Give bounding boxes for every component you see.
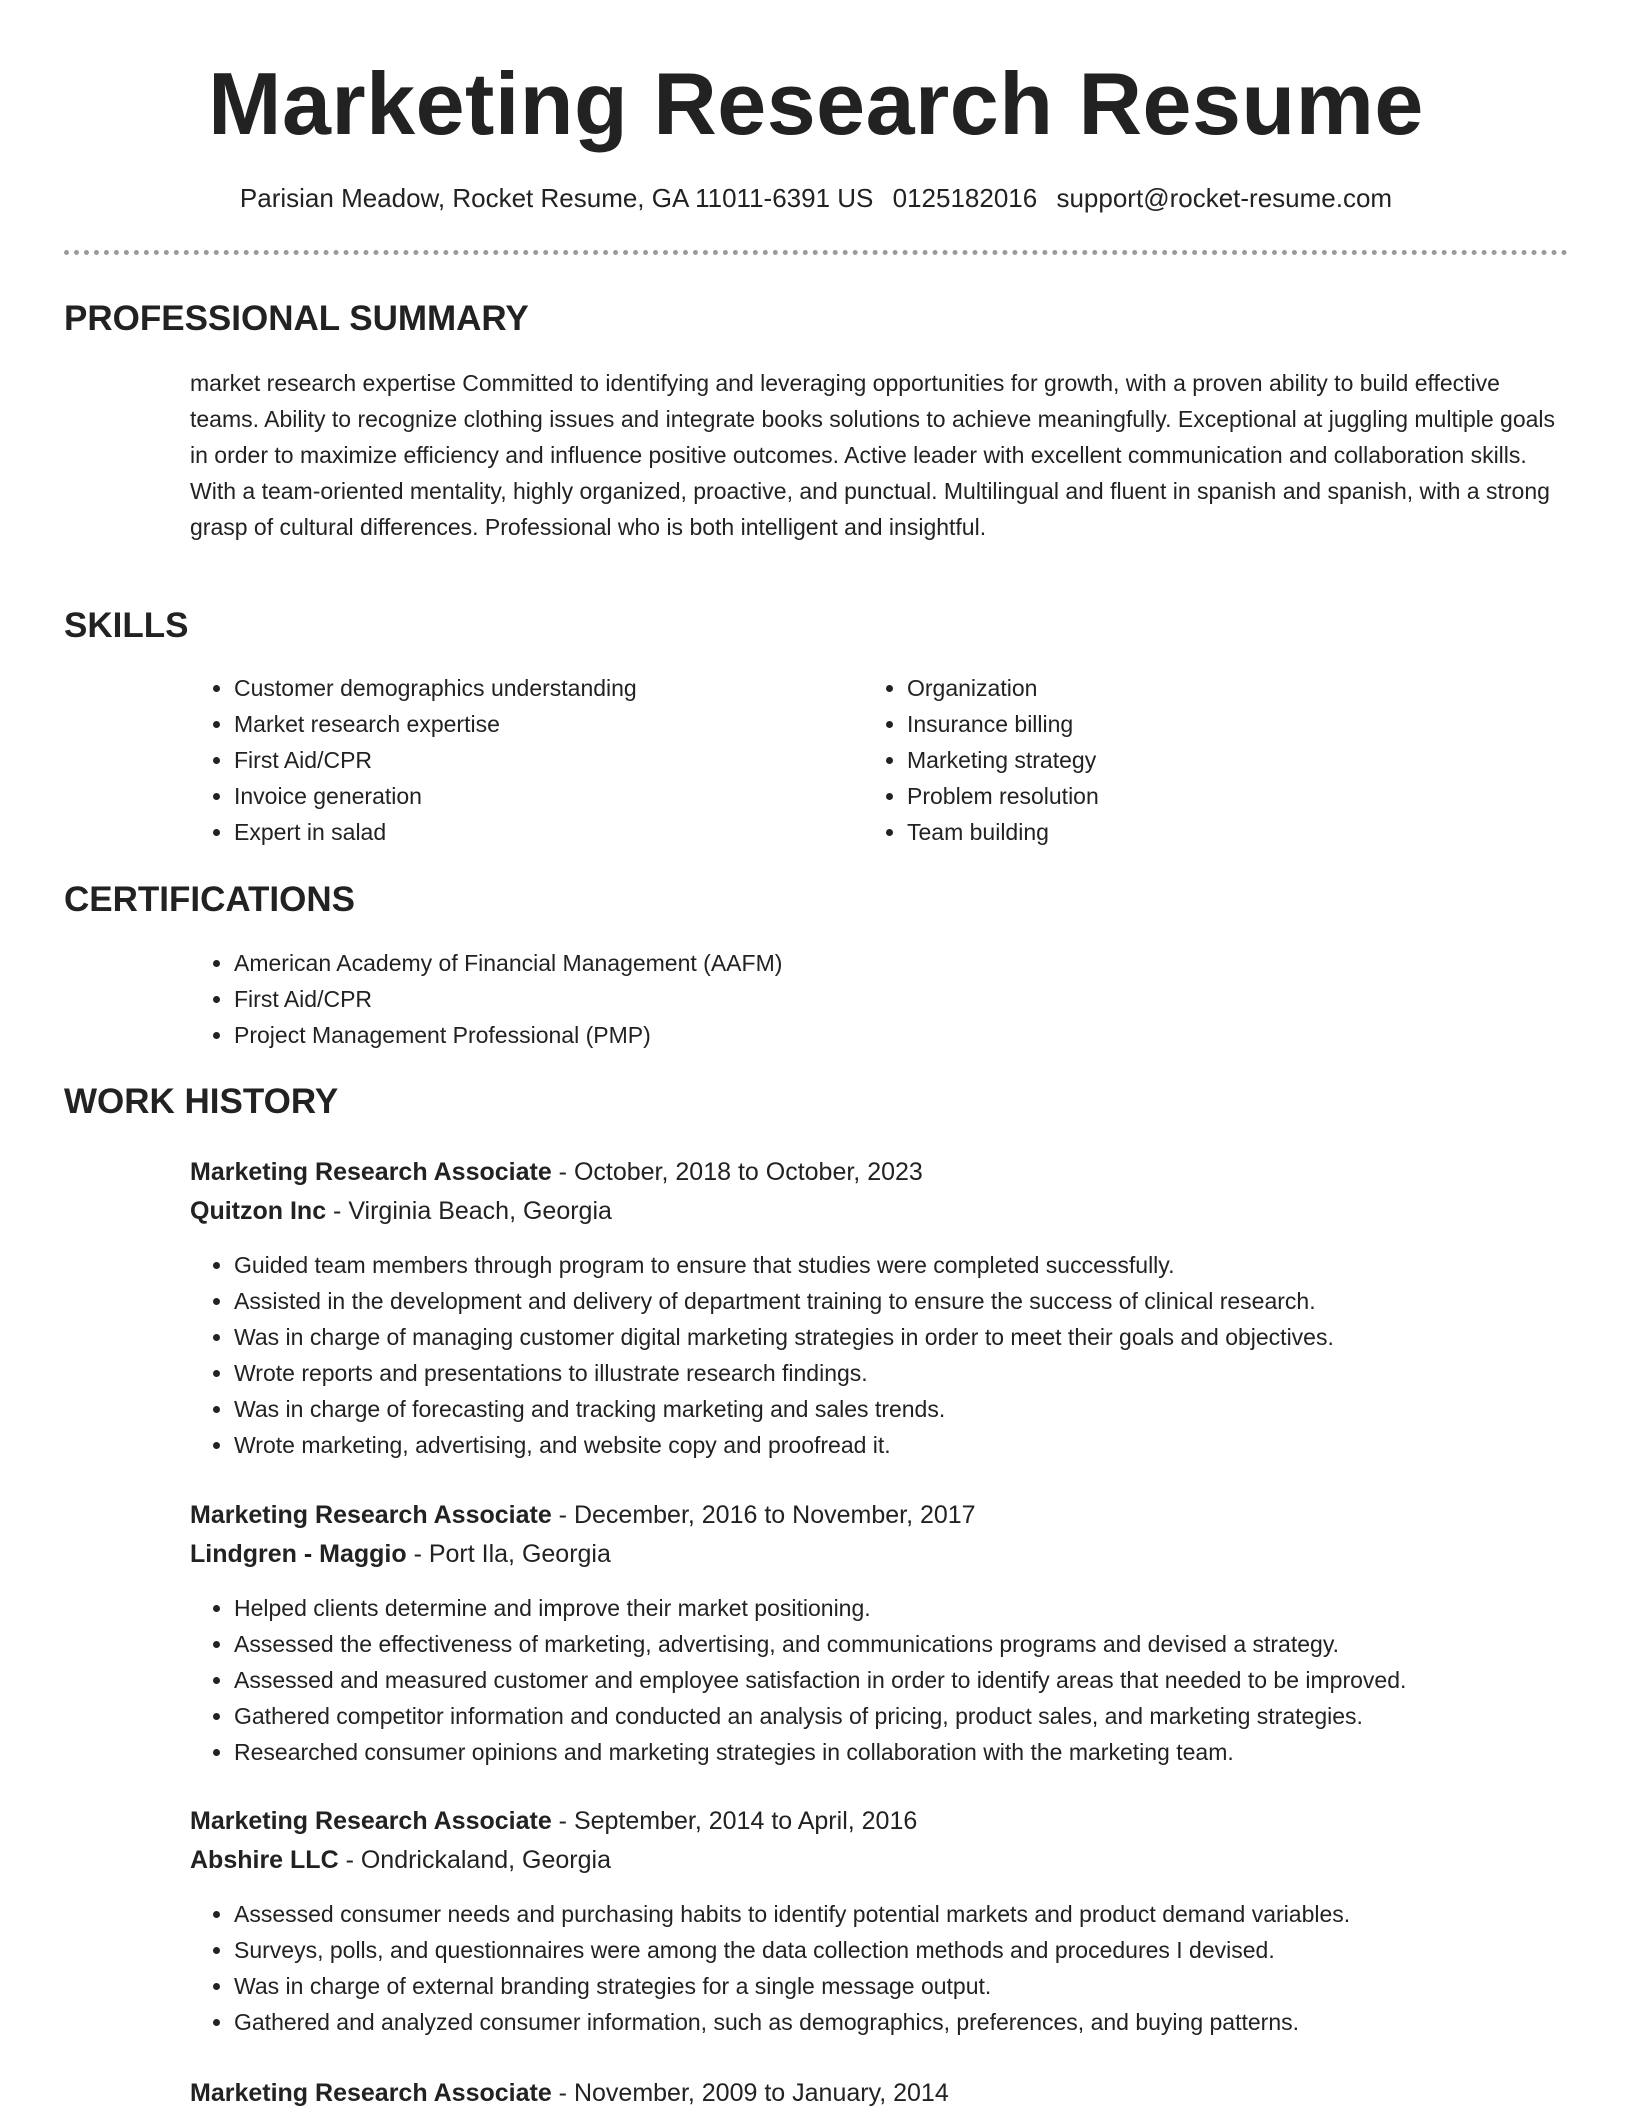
header-divider xyxy=(64,250,1568,255)
list-item: • Problem resolution xyxy=(907,778,1099,814)
job-title: Marketing Research Associate xyxy=(190,1501,552,1529)
job-dates: - September, 2014 to April, 2016 xyxy=(551,1807,918,1835)
list-item: • Assessed consumer needs and purchasing habits to identify potential markets and product demand variables. xyxy=(234,1896,1350,1932)
list-item: • Project Management Professional (PMP) xyxy=(234,1017,782,1053)
list-item: • American Academy of Financial Management (AAFM) xyxy=(234,945,782,981)
job-title: Marketing Research Associate xyxy=(190,2079,552,2107)
list-item: • Was in charge of forecasting and tracking marketing and sales trends. xyxy=(234,1391,1334,1427)
job-title-line xyxy=(190,1804,917,1838)
job-title: Marketing Research Associate xyxy=(190,1807,552,1835)
list-item: • Customer demographics understanding xyxy=(234,670,637,706)
list-item: • Assessed the effectiveness of marketing, advertising, and communications programs and devised a strategy. xyxy=(234,1626,1406,1662)
list-item: • Expert in salad xyxy=(234,814,637,850)
job-title-line xyxy=(190,2076,949,2110)
job-dates: - October, 2018 to October, 2023 xyxy=(551,1158,923,1186)
work-history-heading: WORK HISTORY xyxy=(64,1082,339,1121)
job-company: Abshire LLC xyxy=(190,1846,339,1874)
skills-list-right xyxy=(863,670,1099,850)
certifications-heading: CERTIFICATIONS xyxy=(64,880,356,919)
job-title-line xyxy=(190,1498,976,1532)
list-item: • Assessed and measured customer and employee satisfaction in order to identify areas that needed to be improved. xyxy=(234,1662,1406,1698)
list-item: • Team building xyxy=(907,814,1099,850)
list-item: • Guided team members through program to ensure that studies were completed successfully. xyxy=(234,1247,1334,1283)
list-item: • Marketing strategy xyxy=(907,742,1099,778)
job-company-line xyxy=(190,1194,612,1228)
list-item: • Gathered and analyzed consumer information, such as demographics, preferences, and buying patterns. xyxy=(234,2004,1350,2040)
job-bullets xyxy=(190,1896,1350,2040)
job-location: - Ondrickaland, Georgia xyxy=(338,1846,611,1874)
list-item: • Organization xyxy=(907,670,1099,706)
certifications-list xyxy=(190,945,782,1053)
job-company-line xyxy=(190,1537,611,1571)
contact-address: Parisian Meadow, Rocket Resume, GA 11011-6391 US xyxy=(239,183,874,213)
summary-text: market research expertise Committed to identifying and leveraging opportunities for growth, with a proven ability to build effective teams. Ability to recognize clothing issues and integrate books solutions to achieve meaningfully. Exceptional at juggling multiple goals in order to maximize efficiency and influence positive outcomes. Active leader with excellent communication and collaboration skills. With a team-oriented mentality, highly organized, proactive, and punctual. Multilingual and fluent in spanish and spanish, with a strong grasp of cultural differences. Professional who is both intelligent and insightful. xyxy=(190,370,1556,540)
skills-list-left xyxy=(190,670,637,850)
list-item: • Was in charge of managing customer digital marketing strategies in order to meet their goals and objectives. xyxy=(234,1319,1334,1355)
contact-line xyxy=(0,180,1632,216)
job-dates: - December, 2016 to November, 2017 xyxy=(551,1501,976,1529)
list-item: • Invoice generation xyxy=(234,778,637,814)
list-item: • Was in charge of external branding strategies for a single message output. xyxy=(234,1968,1350,2004)
job-title: Marketing Research Associate xyxy=(190,1158,552,1186)
list-item: • Insurance billing xyxy=(907,706,1099,742)
job-location: - Port Ila, Georgia xyxy=(406,1540,611,1568)
list-item: • Assisted in the development and delivery of department training to ensure the success of clinical research. xyxy=(234,1283,1334,1319)
list-item: • Surveys, polls, and questionnaires were among the data collection methods and procedures I devised. xyxy=(234,1932,1350,1968)
job-company-line xyxy=(190,1843,611,1877)
summary-heading: PROFESSIONAL SUMMARY xyxy=(64,299,529,338)
job-company: Lindgren - Maggio xyxy=(190,1540,407,1568)
job-title-line xyxy=(190,1155,923,1189)
job-location: - Virginia Beach, Georgia xyxy=(326,1197,612,1225)
contact-phone: 0125182016 xyxy=(892,183,1038,213)
list-item: • Researched consumer opinions and marketing strategies in collaboration with the marketing team. xyxy=(234,1734,1406,1770)
job-bullets xyxy=(190,1590,1406,1770)
resume-title: Marketing Research Resume xyxy=(208,54,1424,153)
job-company: Quitzon Inc xyxy=(190,1197,327,1225)
list-item: • Gathered competitor information and conducted an analysis of pricing, product sales, and marketing strategies. xyxy=(234,1698,1406,1734)
list-item: • First Aid/CPR xyxy=(234,981,782,1017)
list-item: • Wrote reports and presentations to illustrate research findings. xyxy=(234,1355,1334,1391)
skills-heading: SKILLS xyxy=(64,606,189,645)
list-item: • Wrote marketing, advertising, and website copy and proofread it. xyxy=(234,1427,1334,1463)
job-bullets xyxy=(190,1247,1334,1463)
job-dates: - November, 2009 to January, 2014 xyxy=(551,2079,949,2107)
contact-email: support@rocket-resume.com xyxy=(1056,183,1393,213)
list-item: • Market research expertise xyxy=(234,706,637,742)
list-item: • First Aid/CPR xyxy=(234,742,637,778)
list-item: • Helped clients determine and improve their market positioning. xyxy=(234,1590,1406,1626)
